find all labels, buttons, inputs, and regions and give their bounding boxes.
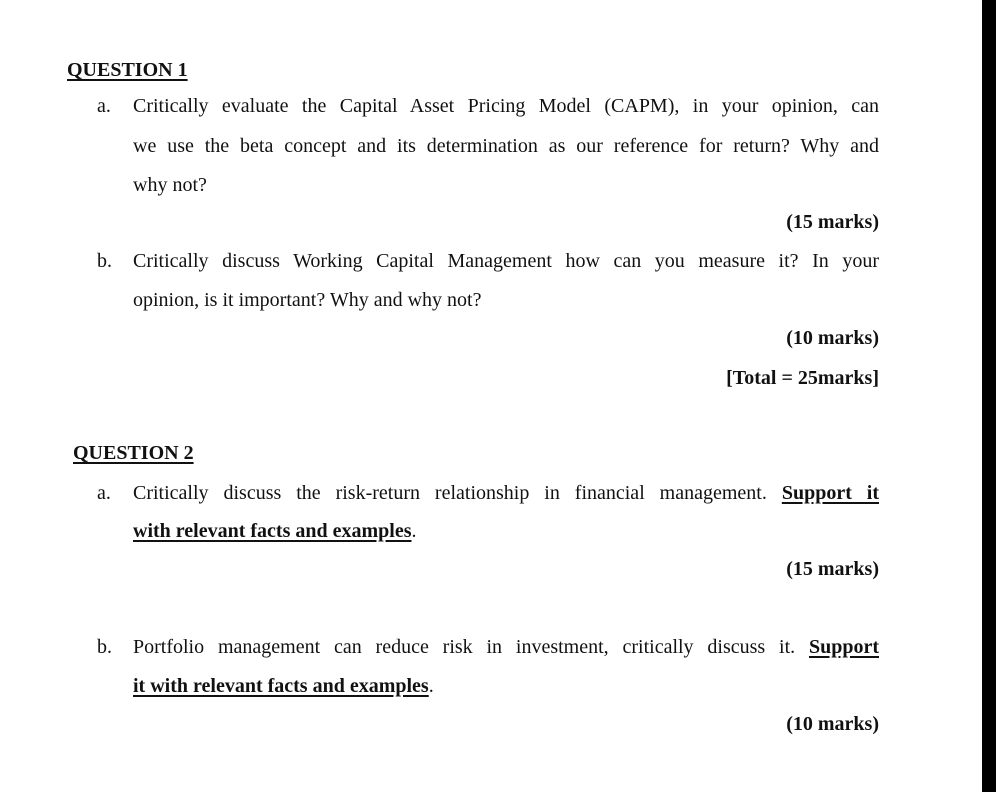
q1-total: [Total = 25marks] bbox=[726, 367, 879, 389]
q2-b-line-1 bbox=[133, 635, 879, 659]
q1-a-line-1: Critically evaluate the Capital Asset Pricing Model (CAPM), in your opinion, can bbox=[133, 95, 879, 117]
q2-b-support-emphasis: Support bbox=[808, 636, 879, 658]
q1-b-marks: (10 marks) bbox=[786, 327, 879, 349]
page-edge-bar bbox=[982, 0, 996, 792]
q2-a-marks: (15 marks) bbox=[786, 558, 879, 580]
q1-a-letter: a. bbox=[97, 95, 111, 117]
q2-a-line-2 bbox=[133, 519, 879, 543]
q2-a-line-1 bbox=[133, 481, 879, 505]
q2-a-letter: a. bbox=[97, 482, 111, 504]
q1-a-marks: (15 marks) bbox=[786, 211, 879, 233]
q2-b-line-2-period: . bbox=[428, 675, 434, 697]
q2-b-marks: (10 marks) bbox=[786, 713, 879, 735]
q2-b-line-2 bbox=[133, 674, 879, 698]
q2-a-facts-emphasis: with relevant facts and examples bbox=[133, 520, 412, 542]
q1-b-letter: b. bbox=[97, 250, 112, 272]
q2-b-line-1-text: Portfolio management can reduce risk in investment, critically discuss it. bbox=[133, 636, 796, 658]
question-2-heading: QUESTION 2 bbox=[73, 442, 194, 464]
question-1-heading: QUESTION 1 bbox=[67, 59, 188, 81]
q2-a-support-emphasis: Support it bbox=[781, 482, 880, 504]
q1-a-line-3: why not? bbox=[133, 174, 207, 196]
q1-b-line-2: opinion, is it important? Why and why not? bbox=[133, 289, 482, 311]
q1-b-line-1: Critically discuss Working Capital Management how can you measure it? In your bbox=[133, 250, 879, 272]
q2-b-letter: b. bbox=[97, 636, 112, 658]
q2-a-line-1-text: Critically discuss the risk-return relationship in financial management. bbox=[133, 482, 767, 504]
q2-b-facts-emphasis: it with relevant facts and examples bbox=[133, 675, 429, 697]
q1-a-line-2: we use the beta concept and its determination as our reference for return? Why and bbox=[133, 135, 879, 157]
q2-a-line-2-period: . bbox=[411, 520, 417, 542]
